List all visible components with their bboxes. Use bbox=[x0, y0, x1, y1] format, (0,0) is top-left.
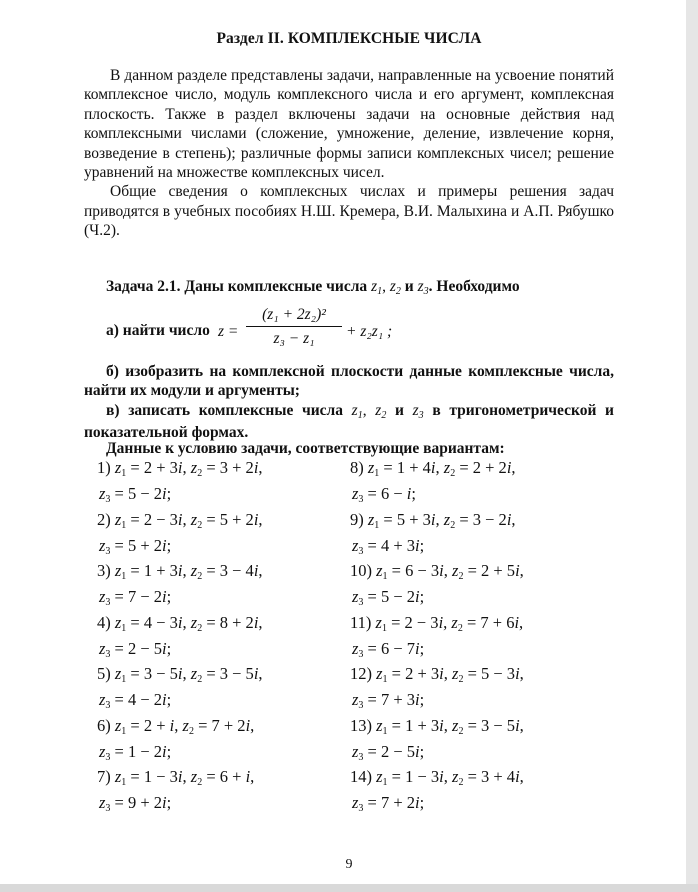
variant-z1: 2 − 3i bbox=[404, 612, 444, 632]
variant-z1: 2 + 3i bbox=[143, 458, 183, 477]
variant-z1: 1 + 3i bbox=[405, 715, 444, 735]
task-heading-tail: . Необходимо bbox=[428, 278, 520, 295]
variant-number: 10) bbox=[350, 561, 372, 580]
variant-item: 4) $z_1 = 4 - 3i$, $z_2 = 8 + 2i$, $z_3 = 2 - 5i$; bbox=[97, 612, 263, 660]
variant-z3-line: $z_3 = 7 - 2i$; bbox=[99, 587, 172, 608]
variant-z3-line: $z_3 = 6 - 7i$; bbox=[352, 638, 425, 660]
task-heading: Задача 2.1. Даны комплексные числа $z_1$, $z_2$ и $z_3$. Необходимо bbox=[106, 278, 520, 297]
z3-symbol: $z_3$ bbox=[412, 402, 424, 421]
page-number: 9 bbox=[345, 857, 353, 872]
variant-z3: 4 + 3i bbox=[380, 535, 420, 555]
variant-item: 12) $z_1 = 2 + 3i$, $z_2 = 5 - 3i$, $z_3 = 7 + 3i$; bbox=[350, 664, 524, 711]
formula-numerator: (z₁ + 2z₂)² bbox=[246, 306, 342, 327]
variant-z3-line: $z_3 = 5 - 2i$; bbox=[99, 484, 172, 505]
variant-z3-line: $z_3 = 2 - 5i$; bbox=[352, 741, 425, 763]
variant-number: 12) bbox=[350, 664, 372, 683]
variant-z2: 3 − 2i bbox=[472, 509, 512, 529]
z1-symbol: $z_1$ bbox=[371, 278, 383, 297]
z2-symbol: $z_2$ bbox=[375, 402, 387, 421]
variant-z1: 1 − 3i bbox=[143, 767, 183, 786]
variant-z2: 3 − 4i bbox=[219, 561, 259, 580]
part-b: б) изобразить на комплексной плоскости данные комплексные числа, найти их модули и аргументы; bbox=[84, 363, 614, 399]
part-v-end: в тригонометрической и показательной формах. bbox=[84, 402, 614, 441]
formula-lhs: z = bbox=[218, 323, 239, 340]
variant-z1: 4 − 3i bbox=[143, 612, 183, 632]
variant-z3-line: $z_3 = 6 - i$; bbox=[352, 484, 416, 505]
variant-z3: 5 + 2i bbox=[127, 535, 167, 555]
variant-item: 13) $z_1 = 1 + 3i$, $z_2 = 3 - 5i$, $z_3 = 2 - 5i$; bbox=[350, 715, 524, 763]
formula-fraction bbox=[246, 306, 342, 348]
variant-number: 5) bbox=[97, 664, 111, 683]
variant-z3: 4 − 2i bbox=[127, 690, 167, 709]
formula-denominator: z₃ − z₁ bbox=[273, 330, 315, 347]
variant-z3: 2 − 5i bbox=[380, 741, 420, 761]
variant-number: 3) bbox=[97, 561, 111, 580]
task-heading-and: и bbox=[404, 278, 414, 295]
variant-number: 13) bbox=[350, 715, 372, 735]
variant-item: 11) $z_1 = 2 - 3i$, $z_2 = 7 + 6i$, $z_3 = 6 - 7i$; bbox=[350, 612, 524, 660]
variant-item: 9) $z_1 = 5 + 3i$, $z_2 = 3 - 2i$, $z_3 = 4 + 3i$; bbox=[350, 509, 516, 557]
intro-paragraph-2: Общие сведения о комплексных числах и примеры решения задач приводятся в учебных пособиях Н.Ш. Кремера, В.И. Малыхина и А.П. Рябушко (Ч.2). bbox=[84, 183, 614, 240]
z3-symbol: $z_3$ bbox=[417, 278, 429, 297]
variant-z3-line: $z_3 = 5 + 2i$; bbox=[99, 535, 172, 557]
variant-z3: 9 + 2i bbox=[127, 793, 167, 812]
variant-z3: 7 − 2i bbox=[127, 587, 167, 606]
variant-z2: 3 − 5i bbox=[481, 715, 520, 735]
variant-z1: 2 − 3i bbox=[143, 509, 183, 529]
variant-z3: 5 − 2i bbox=[127, 484, 167, 503]
variant-number: 11) bbox=[350, 612, 372, 632]
variant-item: 8) $z_1 = 1 + 4i$, $z_2 = 2 + 2i$, $z_3 = 6 - i$; bbox=[350, 458, 516, 505]
variant-z2: 3 + 4i bbox=[481, 767, 520, 786]
variant-z2: 5 − 3i bbox=[481, 664, 520, 683]
variant-z3: 6 − i bbox=[380, 484, 412, 503]
variant-z3-line: $z_3 = 7 + 2i$; bbox=[352, 793, 425, 814]
part-v: в) записать комплексные числа $z_1$, $z_2$ и $z_3$ в тригонометрической и показательной формах. bbox=[84, 402, 614, 441]
task-heading-label: Задача 2.1. bbox=[106, 278, 181, 295]
variant-item: 14) $z_1 = 1 - 3i$, $z_2 = 3 + 4i$, $z_3 = 7 + 2i$; bbox=[350, 767, 524, 814]
variant-item: 3) $z_1 = 1 + 3i$, $z_2 = 3 - 4i$, $z_3 = 7 - 2i$; bbox=[97, 561, 263, 608]
variant-z3-line: $z_3 = 4 + 3i$; bbox=[352, 535, 425, 557]
variant-item: 7) $z_1 = 1 - 3i$, $z_2 = 6 + i$, $z_3 = 9 + 2i$; bbox=[97, 767, 255, 814]
variant-z1: 2 + 3i bbox=[405, 664, 444, 683]
variant-z3: 5 − 2i bbox=[380, 587, 420, 606]
variant-z2: 2 + 2i bbox=[472, 458, 512, 477]
variant-number: 9) bbox=[350, 509, 364, 529]
variant-z3-line: $z_3 = 4 - 2i$; bbox=[99, 690, 172, 711]
variant-z2: 7 + 2i bbox=[211, 715, 251, 735]
part-a-label: а) найти число bbox=[106, 322, 210, 339]
variant-number: 6) bbox=[97, 715, 111, 735]
variant-z2: 8 + 2i bbox=[219, 612, 259, 632]
variant-z1: 1 + 4i bbox=[396, 458, 436, 477]
intro-text bbox=[84, 66, 614, 241]
variant-z3-line: $z_3 = 2 - 5i$; bbox=[99, 638, 172, 660]
variant-z2: 6 + i bbox=[219, 767, 251, 786]
variant-z1: 5 + 3i bbox=[396, 509, 436, 529]
z2-symbol: $z_2$ bbox=[389, 278, 401, 297]
section-title: Раздел II. КОМПЛЕКСНЫЕ ЧИСЛА bbox=[216, 30, 482, 47]
variant-z3: 1 − 2i bbox=[127, 741, 167, 761]
variant-z1: 1 − 3i bbox=[405, 767, 444, 786]
variant-z2: 5 + 2i bbox=[219, 509, 259, 529]
variant-z3-line: $z_3 = 9 + 2i$; bbox=[99, 793, 172, 814]
variant-z3-line: $z_3 = 5 - 2i$; bbox=[352, 587, 425, 608]
part-v-start: в) записать комплексные числа bbox=[106, 402, 343, 419]
z1-symbol: $z_1$ bbox=[351, 402, 363, 421]
variant-number: 2) bbox=[97, 509, 111, 529]
task-heading-text: Даны комплексные числа bbox=[184, 278, 368, 295]
variant-number: 8) bbox=[350, 458, 364, 477]
variant-number: 1) bbox=[97, 458, 111, 477]
variant-z1: 3 − 5i bbox=[143, 664, 183, 683]
variant-z2: 3 + 2i bbox=[219, 458, 259, 477]
variant-z3: 7 + 2i bbox=[380, 793, 420, 812]
variant-z1: 6 − 3i bbox=[405, 561, 444, 580]
formula-tail: + z₂z₁ ; bbox=[346, 323, 393, 340]
part-v-and: и bbox=[394, 402, 404, 419]
variant-item: 6) $z_1 = 2 + i$, $z_2 = 7 + 2i$, $z_3 = 1 - 2i$; bbox=[97, 715, 255, 763]
variant-item: 5) $z_1 = 3 - 5i$, $z_2 = 3 - 5i$, $z_3 = 4 - 2i$; bbox=[97, 664, 263, 711]
variant-item: 1) $z_1 = 2 + 3i$, $z_2 = 3 + 2i$, $z_3 = 5 - 2i$; bbox=[97, 458, 263, 505]
page-edge-bottom bbox=[0, 884, 698, 892]
variant-number: 4) bbox=[97, 612, 111, 632]
intro-paragraph-1: В данном разделе представлены задачи, направленные на усвоение понятий комплексное число, модуль комплексного числа и его аргумент, комплексная плоскость. Также в раздел включены задачи на основные действия над комплексными числами (сложение, умножение, деление, извлечение корня, возведение в степень); различные формы записи комплексных чисел; решение уравнений на множестве комплексных чисел. bbox=[84, 67, 614, 182]
variant-z2: 2 + 5i bbox=[481, 561, 520, 580]
variant-item: 10) $z_1 = 6 - 3i$, $z_2 = 2 + 5i$, $z_3 = 5 - 2i$; bbox=[350, 561, 524, 608]
part-a bbox=[106, 306, 466, 356]
variant-z3: 6 − 7i bbox=[380, 638, 420, 658]
variant-item: 2) $z_1 = 2 - 3i$, $z_2 = 5 + 2i$, $z_3 = 5 + 2i$; bbox=[97, 509, 263, 557]
variant-z2: 3 − 5i bbox=[219, 664, 259, 683]
variant-z3-line: $z_3 = 1 - 2i$; bbox=[99, 741, 172, 763]
variant-number: 7) bbox=[97, 767, 111, 786]
variant-z3: 7 + 3i bbox=[380, 690, 420, 709]
variant-z2: 7 + 6i bbox=[480, 612, 520, 632]
variant-z3: 2 − 5i bbox=[127, 638, 167, 658]
variant-number: 14) bbox=[350, 767, 372, 786]
variant-z1: 1 + 3i bbox=[143, 561, 183, 580]
variants-heading: Данные к условию задачи, соответствующие вариантам: bbox=[106, 440, 505, 457]
page-edge-right bbox=[686, 0, 698, 892]
variant-z3-line: $z_3 = 7 + 3i$; bbox=[352, 690, 425, 711]
variant-z1: 2 + i bbox=[143, 715, 175, 735]
